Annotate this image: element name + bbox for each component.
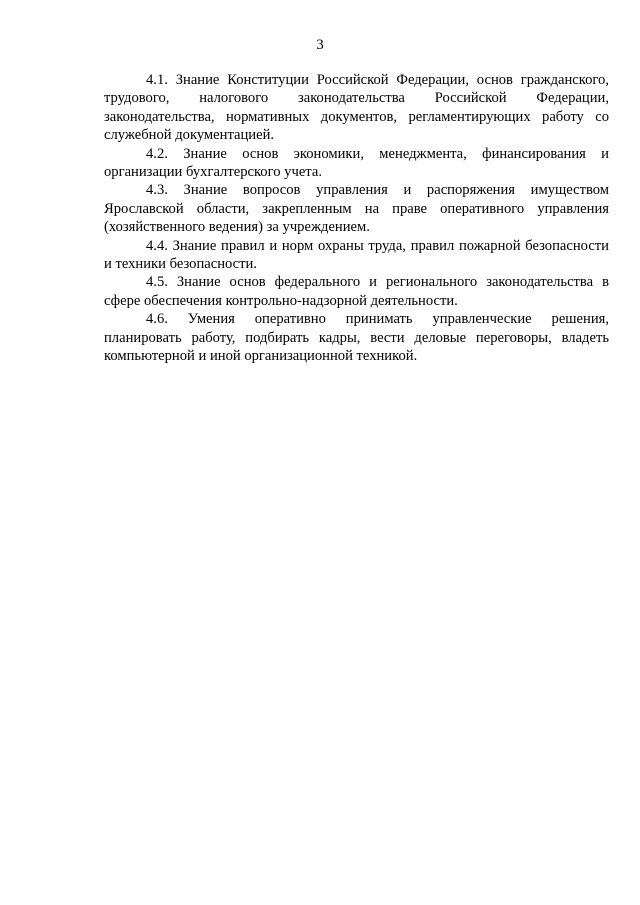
paragraph-4-1: 4.1. Знание Конституции Российской Федерации, основ гражданского, трудового, налогового законодательства Российской Федерации, законодательства, нормативных документов, регламентирующих работу со служебной документацией. [104,72,609,144]
paragraph-4-6: 4.6. Умения оперативно принимать управленческие решения, планировать работу, подбирать кадры, вести деловые переговоры, владеть компьютерной и иной организационной техникой. [104,311,609,365]
paragraph-4-3: 4.3. Знание вопросов управления и распоряжения имуществом Ярославской области, закрепленным на праве оперативного управления (хозяйственного ведения) за учреждением. [104,182,609,236]
paragraph-4-5: 4.5. Знание основ федерального и регионального законодательства в сфере обеспечения контрольно-надзорной деятельности. [104,274,609,309]
paragraph-4-2: 4.2. Знание основ экономики, менеджмента, финансирования и организации бухгалтерского учета. [104,145,609,181]
page-number: 3 [316,37,324,53]
document-body [104,71,609,366]
paragraph-4-4: 4.4. Знание правил и норм охраны труда, правил пожарной безопасности и техники безопасности. [104,237,609,273]
